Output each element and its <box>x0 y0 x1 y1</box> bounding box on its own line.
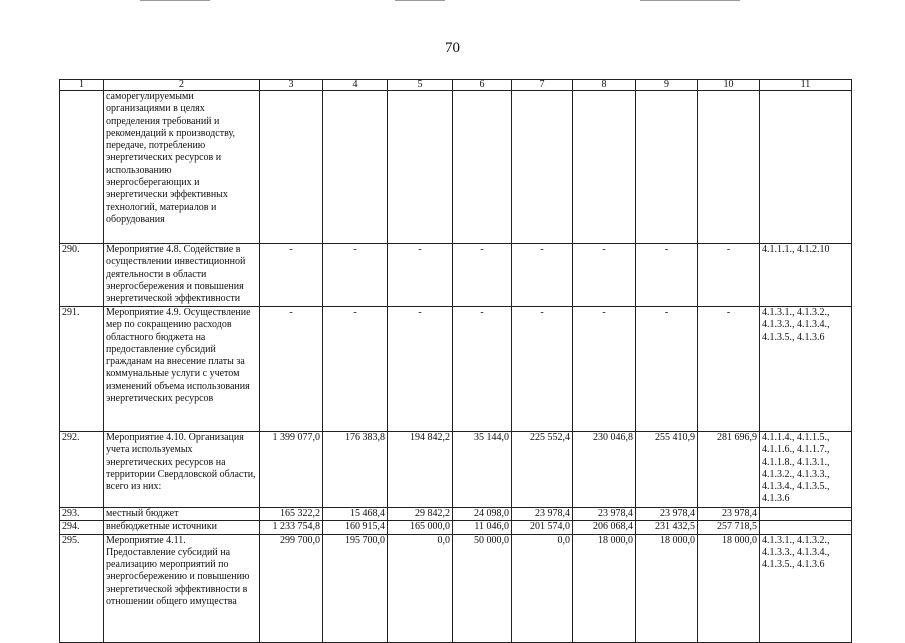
target-indicators: 4.1.1.1., 4.1.2.10 <box>760 244 852 307</box>
row-number: 291. <box>60 307 104 432</box>
value-cell: - <box>573 244 636 307</box>
row-description: внебюджетные источники <box>104 521 260 534</box>
value-cell: 160 915,4 <box>323 521 388 534</box>
value-cell: - <box>698 307 760 432</box>
target-indicators <box>760 508 852 521</box>
value-cell: 195 700,0 <box>323 534 388 642</box>
top-rule <box>395 0 445 1</box>
value-cell: 23 978,4 <box>636 508 698 521</box>
value-cell: - <box>453 307 512 432</box>
value-cell: - <box>636 307 698 432</box>
value-cell: 11 046,0 <box>453 521 512 534</box>
value-cell: 165 322,2 <box>260 508 323 521</box>
value-cell: 206 068,4 <box>573 521 636 534</box>
target-indicators <box>760 91 852 244</box>
value-cell: 23 978,4 <box>512 508 573 521</box>
value-cell: 176 383,8 <box>323 432 388 508</box>
value-cell <box>453 91 512 244</box>
value-cell: 231 432,5 <box>636 521 698 534</box>
value-cell: - <box>573 307 636 432</box>
top-rule <box>640 0 740 1</box>
header-cell: 8 <box>573 80 636 91</box>
value-cell: - <box>512 244 573 307</box>
row-description: Мероприятие 4.8. Содействие в осуществлении инвестиционной деятельности в области энергосбережения и повышения энергетической эффективности <box>104 244 260 307</box>
value-cell: - <box>453 244 512 307</box>
header-cell: 1 <box>60 80 104 91</box>
value-cell <box>323 91 388 244</box>
header-cell: 3 <box>260 80 323 91</box>
value-cell: - <box>636 244 698 307</box>
value-cell: 24 098,0 <box>453 508 512 521</box>
row-number <box>60 91 104 244</box>
header-cell: 4 <box>323 80 388 91</box>
budget-table <box>59 79 852 643</box>
row-number: 293. <box>60 508 104 521</box>
header-cell: 9 <box>636 80 698 91</box>
value-cell: 18 000,0 <box>573 534 636 642</box>
value-cell: - <box>260 307 323 432</box>
value-cell: 18 000,0 <box>636 534 698 642</box>
value-cell: 23 978,4 <box>573 508 636 521</box>
value-cell: - <box>512 307 573 432</box>
table-row <box>60 244 852 307</box>
table-row <box>60 432 852 508</box>
value-cell: 18 000,0 <box>698 534 760 642</box>
value-cell: 225 552,4 <box>512 432 573 508</box>
value-cell: 0,0 <box>388 534 453 642</box>
value-cell: - <box>388 244 453 307</box>
value-cell: - <box>388 307 453 432</box>
page-number: 70 <box>445 40 460 56</box>
value-cell: 165 000,0 <box>388 521 453 534</box>
table-row <box>60 508 852 521</box>
row-number: 292. <box>60 432 104 508</box>
value-cell <box>260 91 323 244</box>
row-description: Мероприятие 4.9. Осуществление мер по сокращению расходов областного бюджета на предоставление субсидий гражданам на внесение платы за коммунальные услуги с учетом изменений объема использования энергетических ресурсов <box>104 307 260 432</box>
top-rule <box>140 0 210 1</box>
row-number: 294. <box>60 521 104 534</box>
row-number: 290. <box>60 244 104 307</box>
header-cell: 10 <box>698 80 760 91</box>
value-cell: 201 574,0 <box>512 521 573 534</box>
target-indicators: 4.1.3.1., 4.1.3.2., 4.1.3.3., 4.1.3.4., 4.1.3.5., 4.1.3.6 <box>760 534 852 642</box>
table-row <box>60 521 852 534</box>
value-cell: 1 399 077,0 <box>260 432 323 508</box>
value-cell: 23 978,4 <box>698 508 760 521</box>
value-cell: 0,0 <box>512 534 573 642</box>
row-description: Мероприятие 4.11. Предоставление субсидий на реализацию мероприятий по энергосбережению и повышению энергетической эффективности в отношении общего имущества <box>104 534 260 642</box>
value-cell: 281 696,9 <box>698 432 760 508</box>
value-cell: 257 718,5 <box>698 521 760 534</box>
row-description: саморегулируемыми организациями в целях определения требований и рекомендаций к производству, передаче, потреблению энергетических ресурсов и использованию энергосберегающих и энергетически эффективных технологий, материалов и оборудования <box>104 91 260 244</box>
target-indicators <box>760 521 852 534</box>
value-cell: 35 144,0 <box>453 432 512 508</box>
row-description: местный бюджет <box>104 508 260 521</box>
row-number: 295. <box>60 534 104 642</box>
header-cell: 7 <box>512 80 573 91</box>
header-row <box>60 80 852 91</box>
header-cell: 2 <box>104 80 260 91</box>
header-cell: 6 <box>453 80 512 91</box>
value-cell: 50 000,0 <box>453 534 512 642</box>
value-cell: 1 233 754,8 <box>260 521 323 534</box>
target-indicators: 4.1.1.4., 4.1.1.5., 4.1.1.6., 4.1.1.7., 4.1.1.8., 4.1.3.1., 4.1.3.2., 4.1.3.3., 4.1.3.4., 4.1.3.5., 4.1.3.6 <box>760 432 852 508</box>
header-cell: 5 <box>388 80 453 91</box>
value-cell: 194 842,2 <box>388 432 453 508</box>
value-cell: 299 700,0 <box>260 534 323 642</box>
value-cell: - <box>260 244 323 307</box>
table-row <box>60 307 852 432</box>
row-description: Мероприятие 4.10. Организация учета используемых энергетических ресурсов на территории Свердловской области, всего из них: <box>104 432 260 508</box>
value-cell: 15 468,4 <box>323 508 388 521</box>
value-cell: 29 842,2 <box>388 508 453 521</box>
target-indicators: 4.1.3.1., 4.1.3.2., 4.1.3.3., 4.1.3.4., 4.1.3.5., 4.1.3.6 <box>760 307 852 432</box>
value-cell: 230 046,8 <box>573 432 636 508</box>
value-cell <box>698 91 760 244</box>
value-cell <box>388 91 453 244</box>
value-cell: - <box>698 244 760 307</box>
table-row <box>60 534 852 642</box>
value-cell <box>636 91 698 244</box>
value-cell: 255 410,9 <box>636 432 698 508</box>
value-cell: - <box>323 244 388 307</box>
table-row <box>60 91 852 244</box>
value-cell <box>512 91 573 244</box>
value-cell <box>573 91 636 244</box>
header-cell: 11 <box>760 80 852 91</box>
value-cell: - <box>323 307 388 432</box>
